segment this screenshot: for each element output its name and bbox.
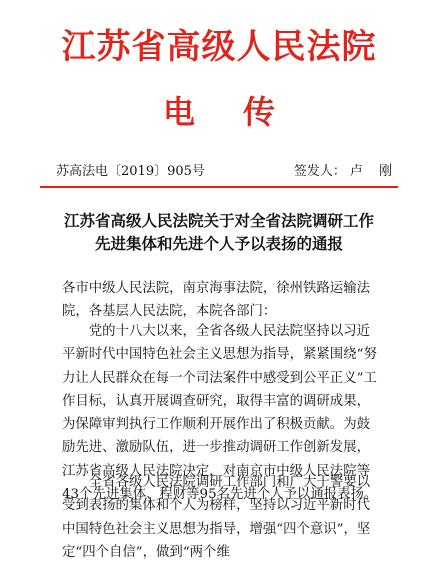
body-paragraph-2: 全省各级人民法院调研工作部门和广大干警要以受到表扬的集体和个人为榜样，坚持以习近平新时代中国特色社会主义思想为指导，增强“四个意识”，坚定“四个自信”，做到“两个维 — [62, 475, 371, 560]
signer-label: 签发人： — [293, 164, 346, 179]
document-number: 苏高法电〔2019〕905号 — [56, 164, 205, 179]
document-type-char-2: 传 — [243, 93, 276, 131]
signer-block — [294, 163, 398, 181]
document-type-char-1: 电 — [162, 93, 195, 131]
addressee-paragraph: 各市中级人民法院，南京海事法院，徐州铁路运输法院，各基层人民法院，本院各部门： — [62, 281, 370, 320]
notice-title-line-2: 先进集体和先进个人予以表扬的通报 — [94, 234, 343, 253]
header-red-divider — [40, 186, 398, 188]
document-type-title — [0, 92, 438, 132]
signer-name: 卢 刚 — [349, 164, 398, 179]
notice-title-line-1: 江苏省高级人民法院关于对全省法院调研工作 — [63, 211, 374, 230]
document-meta-row — [56, 163, 398, 181]
body-paragraph-1: 党的十八大以来，全省各级人民法院坚持以习近平新时代中国特色社会主义思想为指导，紧紧围绕“努力让人民群众在每一个司法案件中感受到公平正义”工作目标，认真开展调查研究，取得丰富的调研成果，为保障审判执行工作顺利开展作出了积极贡献。为鼓励先进、激励队伍，进一步推动调研工作创新发展，江苏省高级人民法院决定，对南京市中级人民法院等43个先进集体、程财等95名先进个人予以通报表扬。 — [62, 324, 378, 503]
issuing-organization-title: 江苏省高级人民法院 — [61, 27, 377, 67]
